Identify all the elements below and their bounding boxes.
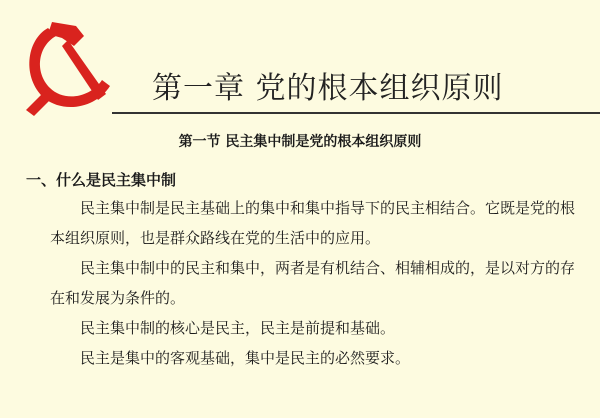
- hammer-and-sickle-icon: [18, 16, 118, 116]
- paragraph-definition: 民主集中制是民主基础上的集中和集中指导下的民主相结合。它既是党的根本组织原则，也是群众路线在党的生活中的应用。: [50, 199, 576, 247]
- section-title: 第一节 民主集中制是党的根本组织原则: [178, 134, 422, 150]
- paragraph-basis: 民主是集中的客观基础，集中是民主的必然要求。: [80, 349, 411, 367]
- subsection-heading: 一、什么是民主集中制: [26, 171, 177, 189]
- title-divider: [112, 112, 600, 114]
- chapter-title: 第一章 党的根本组织原则: [152, 71, 504, 106]
- paragraph-core: 民主集中制的核心是民主，民主是前提和基础。: [80, 319, 396, 337]
- paragraph-relationship: 民主集中制中的民主和集中，两者是有机结合、相辅相成的，是以对方的存在和发展为条件的。: [50, 259, 576, 307]
